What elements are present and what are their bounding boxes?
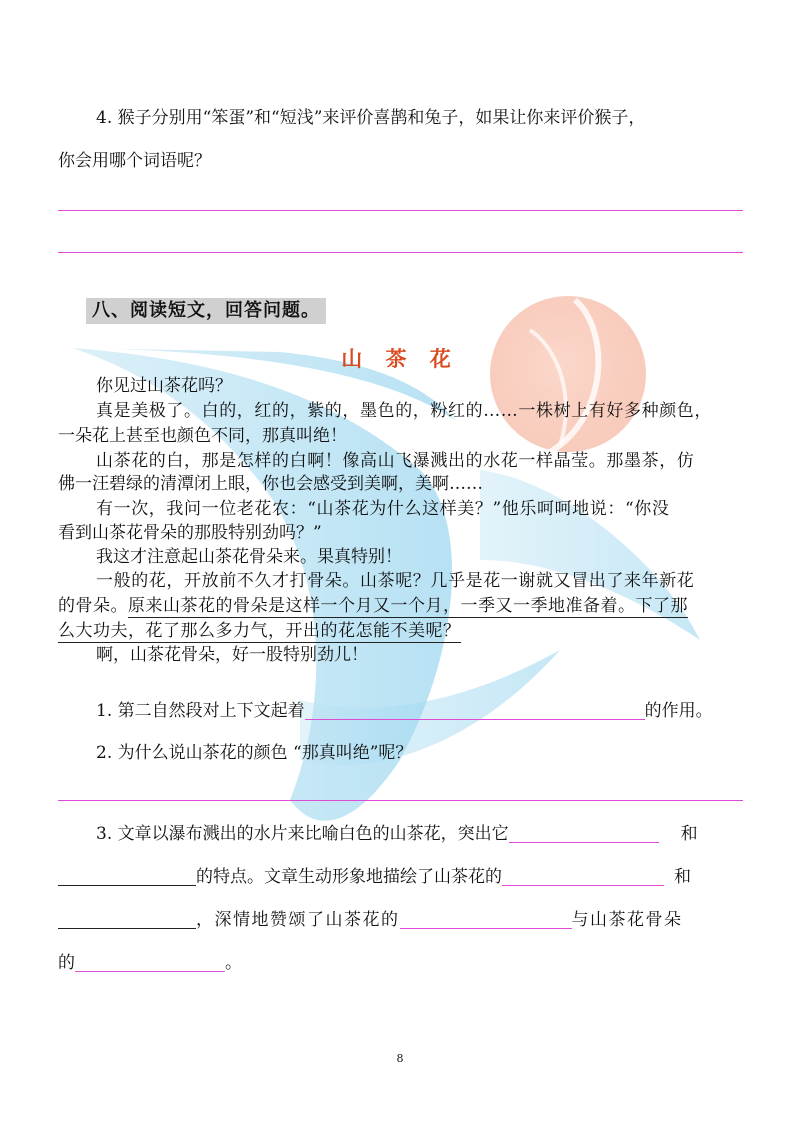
q4-line-1: 4. 猴子分别用“笨蛋”和“短浅”来评价喜鹊和兔子，如果让你来评价猴子， [96,108,646,128]
q1-text: 1. 第二自然段对上下文起着 [96,701,305,721]
passage-title: 山 茶 花 [341,346,459,371]
q3-blank-3[interactable] [502,867,664,886]
q1-blank[interactable] [305,701,645,720]
question-3-line-2 [58,867,691,887]
answer-line[interactable] [58,252,743,253]
answer-line[interactable] [58,800,743,801]
q3-and: 和 [674,867,691,887]
question-1 [96,701,713,721]
q3-text: 的 [58,953,75,973]
q3-blank-2[interactable] [58,867,196,886]
question-3-line-4 [58,953,242,973]
passage-line: 佛一汪碧绿的清潭闭上眼，你也会感受到美啊，美啊…… [58,474,483,494]
passage-line: 看到山茶花骨朵的那股特别劲吗？” [58,523,322,543]
q3-blank-6[interactable] [75,953,225,972]
q3-text: 3. 文章以瀑布溅出的水片来比喻白色的山茶花，突出它 [96,824,509,844]
answer-line[interactable] [58,210,743,211]
passage-line: 有一次，我问一位老花农：“山茶花为什么这样美？”他乐呵呵地说：“你没 [96,499,670,519]
q3-text: 的特点。文章生动形象地描绘了山茶花的 [196,867,502,887]
q1-suffix: 的作用。 [644,701,713,721]
passage-line: 的骨朵。 [58,596,128,616]
page-number: 8 [396,1052,404,1065]
passage-line: 你见过山茶花吗？ [96,376,232,396]
q3-text: 与山茶花骨朵 [571,910,683,930]
passage-line: 啊，山茶花骨朵，好一股特别劲儿！ [96,645,368,665]
q3-blank-5[interactable] [400,910,572,929]
underlined-sentence: 么大功夫，花了那么多力气，开出的花怎能不美呢？ [58,621,461,641]
question-2: 2. 为什么说山茶花的颜色 “那真叫绝”呢？ [96,743,413,763]
passage-line: 真是美极了。白的，红的，紫的，墨色的，粉红的……一株树上有好多种颜色， [96,401,712,421]
q3-blank-4[interactable] [58,910,196,929]
section-heading: 八、阅读短文，回答问题。 [86,298,326,324]
question-3-line-3 [58,910,683,930]
q4-line-2: 你会用哪个词语呢？ [58,151,211,171]
q3-and: 和 [680,824,698,844]
underlined-sentence: 原来山茶花的骨朵是这样一个月又一个月，一季又一季地准备着。下了那 [128,596,688,616]
q3-text: 。 [225,953,242,973]
question-3-line-1 [96,824,698,844]
q3-blank-1[interactable] [509,824,659,843]
passage-line: 一朵花上甚至也颜色不同，那真叫绝！ [58,426,347,446]
passage-line: 山茶花的白，那是怎样的白啊！像高山飞瀑溅出的水花一样晶莹。那墨茶，仿 [96,451,695,471]
passage-line: 一般的花，开放前不久才打骨朵。山茶呢？几乎是花一谢就又冒出了来年新花 [96,571,695,591]
q3-text: ，深情地赞颂了山茶花的 [196,910,400,930]
passage-line: 我这才注意起山茶花骨朵来。果真特别！ [96,547,402,567]
